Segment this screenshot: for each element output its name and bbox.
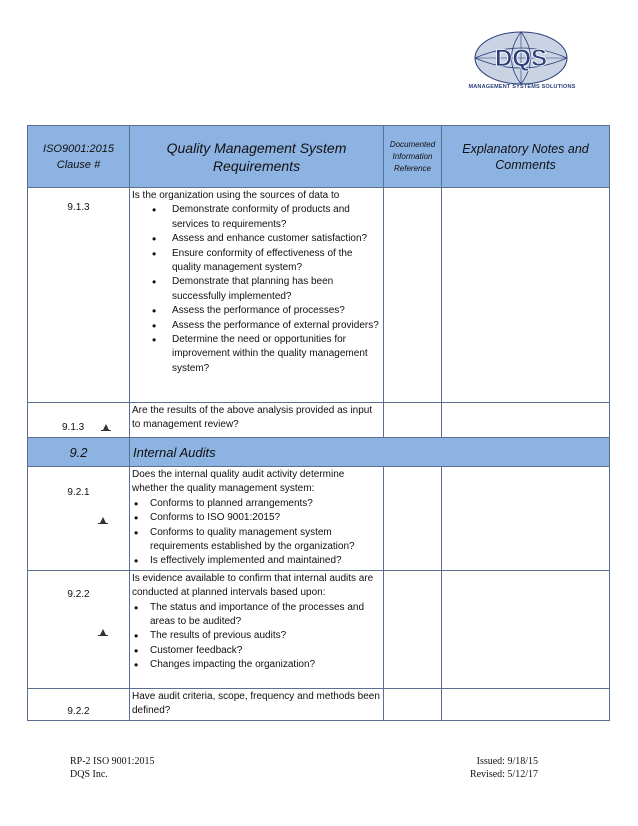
footer-revised: Revised: 5/12/17 bbox=[469, 769, 538, 780]
table-row bbox=[28, 403, 610, 438]
list-item: • Changes impacting the organization? bbox=[132, 658, 381, 672]
requirement-intro: Is evidence available to confirm that internal audits are conducted at planned intervals based upon: bbox=[132, 572, 374, 599]
documented-info-cell[interactable] bbox=[384, 688, 442, 720]
list-item: • Demonstrate that planning has been successfully implemented? bbox=[132, 275, 381, 304]
notes-cell[interactable] bbox=[442, 467, 610, 571]
footer-right bbox=[470, 755, 538, 781]
clause-number: 9.2.2 bbox=[67, 588, 90, 600]
notes-cell[interactable] bbox=[442, 570, 610, 688]
list-item: • Ensure conformity of effectiveness of the quality management system? bbox=[132, 247, 381, 276]
footer-doc-id: RP-2 ISO 9001:2015 bbox=[70, 756, 155, 767]
section-number: 9.2 bbox=[28, 438, 130, 467]
header-requirements: Quality Management System Requirements bbox=[130, 126, 384, 188]
list-item: • The status and importance of the processes and areas to be audited? bbox=[132, 601, 381, 630]
table-row bbox=[28, 188, 610, 403]
notes-cell[interactable] bbox=[442, 403, 610, 438]
table-header-row bbox=[28, 126, 610, 188]
list-item: • The results of previous audits? bbox=[132, 629, 381, 643]
table-row bbox=[28, 688, 610, 720]
list-item: • Conforms to quality management system requirements established by the organization? bbox=[132, 526, 381, 555]
header-documented-info: Documented Information Reference bbox=[384, 126, 442, 188]
list-item: • Assess the performance of processes? bbox=[132, 304, 381, 318]
scroll-up-arrow-icon[interactable] bbox=[100, 517, 106, 523]
requirement-intro: Does the internal quality audit activity determine whether the quality management system: bbox=[132, 469, 345, 495]
scroll-up-arrow-icon[interactable] bbox=[103, 424, 109, 430]
bullet-list bbox=[132, 203, 381, 376]
header-clause: ISO9001:2015 Clause # bbox=[28, 126, 130, 188]
list-item: • Determine the need or opportunities for improvement within the quality management system? bbox=[132, 333, 381, 376]
documented-info-cell[interactable] bbox=[384, 467, 442, 571]
logo-caption: MANAGEMENT SYSTEMS SOLUTIONS bbox=[468, 84, 576, 90]
clause-number: 9.2.2 bbox=[67, 705, 90, 717]
footer-issued: Issued: 9/18/15 bbox=[476, 756, 538, 767]
clause-number: 9.1.3 bbox=[62, 422, 85, 433]
list-item: • Conforms to ISO 9001:2015? bbox=[132, 511, 381, 525]
list-item: • Assess the performance of external providers? bbox=[132, 319, 381, 333]
list-item: • Assess and enhance customer satisfaction? bbox=[132, 232, 381, 246]
notes-cell[interactable] bbox=[442, 188, 610, 403]
table-row bbox=[28, 467, 610, 571]
section-title: Internal Audits bbox=[130, 438, 610, 467]
table-row bbox=[28, 570, 610, 688]
bullet-list bbox=[132, 601, 381, 673]
notes-cell[interactable] bbox=[442, 688, 610, 720]
bullet-list bbox=[132, 497, 381, 569]
documented-info-cell[interactable] bbox=[384, 570, 442, 688]
requirement-text: Are the results of the above analysis provided as input to management review? bbox=[130, 403, 384, 438]
list-item: • Demonstrate conformity of products and services to requirements? bbox=[132, 203, 381, 232]
dqs-logo bbox=[462, 30, 580, 102]
requirement-cell bbox=[130, 570, 384, 688]
scroll-up-arrow-icon[interactable] bbox=[100, 629, 106, 635]
list-item: • Conforms to planned arrangements? bbox=[132, 497, 381, 511]
list-item: • Is effectively implemented and maintained? bbox=[132, 554, 381, 568]
header-notes: Explanatory Notes and Comments bbox=[442, 126, 610, 188]
clause-number: 9.2.1 bbox=[67, 487, 90, 498]
requirement-text: Have audit criteria, scope, frequency and methods been defined? bbox=[130, 688, 384, 720]
requirements-table bbox=[27, 125, 610, 721]
documented-info-cell[interactable] bbox=[384, 403, 442, 438]
requirement-cell bbox=[130, 188, 384, 403]
documented-info-cell[interactable] bbox=[384, 188, 442, 403]
clause-number: 9.1.3 bbox=[67, 202, 90, 213]
footer-company: DQS Inc. bbox=[70, 769, 108, 780]
requirement-intro: Is the organization using the sources of data to bbox=[132, 190, 340, 201]
list-item: • Customer feedback? bbox=[132, 644, 381, 658]
logo-letters: DQS bbox=[494, 45, 548, 72]
section-row bbox=[28, 438, 610, 467]
footer-left bbox=[70, 755, 154, 781]
requirement-cell bbox=[130, 467, 384, 571]
